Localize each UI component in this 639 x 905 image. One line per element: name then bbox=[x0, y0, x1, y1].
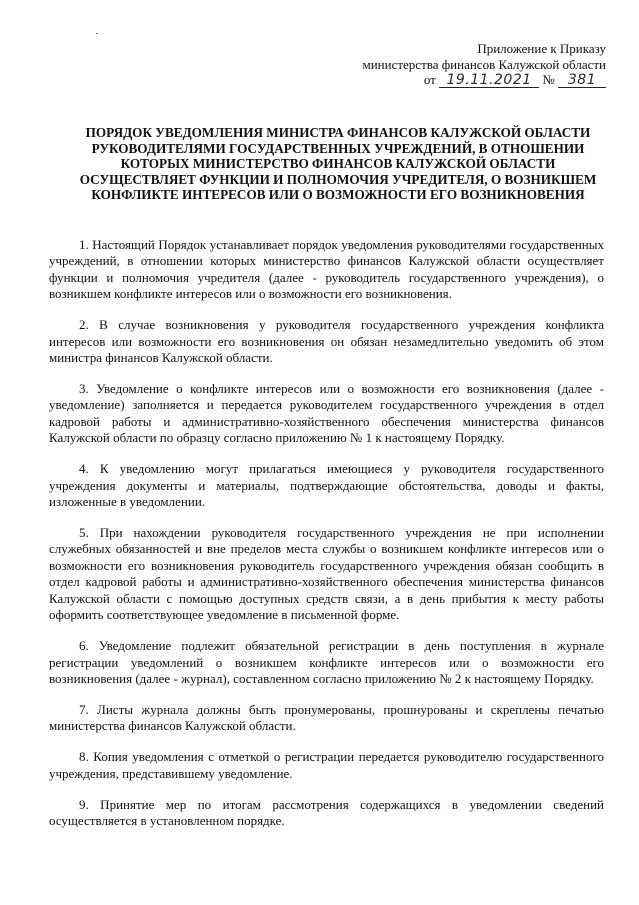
scan-speck bbox=[96, 33, 98, 34]
paragraph-7: 7. Листы журнала должны быть пронумерованы, прошнурованы и скреплены печатью министерства финансов Калужской области. bbox=[49, 701, 604, 734]
appendix-line: Приложение к Приказу bbox=[477, 41, 606, 56]
paragraph-9: 9. Принятие мер по итогам рассмотрения содержащихся в уведомлении сведений осуществляется в установленном порядке. bbox=[49, 796, 604, 829]
paragraph-6: 6. Уведомление подлежит обязательной регистрации в день поступления в журнале регистрации уведомлений о возникшем конфликте интересов или о возможности его возникновения (далее - журнал), составленном согласно приложению № 2 к настоящему Порядку. bbox=[49, 638, 604, 686]
paragraph-2: 2. В случае возникновения у руководителя государственного учреждения конфликта интересов или возможности его возникновения он обязан незамедлительно уведомить об этом министра финансов Калужской области. bbox=[49, 317, 604, 366]
paragraph-4: 4. К уведомлению могут прилагаться имеющиеся у руководителя государственного учреждения документы и материалы, подтверждающие обстоятельства, доводы и факты, изложенные в уведомлении. bbox=[49, 461, 604, 510]
handwritten-date: 19.11.2021 bbox=[439, 73, 539, 88]
paragraph-8: 8. Копия уведомления с отметкой о регистрации передается руководителю государственного учреждения, представившему уведомление. bbox=[49, 749, 604, 781]
document-title: ПОРЯДОК УВЕДОМЛЕНИЯ МИНИСТРА ФИНАНСОВ КАЛУЖСКОЙ ОБЛАСТИ РУКОВОДИТЕЛЯМИ ГОСУДАРСТВЕННЫХ УЧРЕЖДЕНИЙ, В ОТНОШЕНИИ КОТОРЫХ МИНИСТЕРСТВО ФИНАНСОВ КАЛУЖСКОЙ ОБЛАСТИ ОСУЩЕСТВЛЯЕТ ФУНКЦИИ И ПОЛНОМОЧИЯ УЧРЕДИТЕЛЯ, О ВОЗНИКШЕМ КОНФЛИКТЕ ИНТЕРЕСОВ ИЛИ О ВОЗМОЖНОСТИ ЕГО ВОЗНИКНОВЕНИЯ bbox=[79, 125, 597, 203]
handwritten-number: 381 bbox=[558, 73, 606, 88]
ministry-line: министерства финансов Калужской области bbox=[362, 56, 606, 72]
order-date-line bbox=[326, 72, 606, 88]
paragraph-1: 1. Настоящий Порядок устанавливает порядок уведомления руководителями государственных учреждений, в отношении которых министерство финансов Калужской области осуществляет функции и полномочия учредителя (далее - руководитель государственного учреждения), о возникшем конфликте интересов или о возможности его возникновения. bbox=[49, 237, 604, 302]
number-label: № bbox=[542, 72, 555, 87]
from-label: от bbox=[423, 72, 436, 87]
appendix-header bbox=[326, 41, 606, 88]
paragraph-3: 3. Уведомление о конфликте интересов или о возможности его возникновения (далее - уведомление) заполняется и передается руководителем государственного учреждения в отдел кадровой работы и административно-хозяйственного обеспечения министерства финансов Калужской области по образцу согласно приложению № 1 к настоящему Порядку. bbox=[49, 381, 604, 446]
document-body bbox=[49, 237, 604, 844]
paragraph-5: 5. При нахождении руководителя государственного учреждения не при исполнении служебных обязанностей и вне пределов места службы о возникшем конфликте интересов или о возможности его возникновения руководитель государственного учреждения обязан сообщить в отдел кадровой работы и административно-хозяйственного обеспечения министерства финансов Калужской области с помощью доступных средств связи, а в день прибытия к месту работы оформить соответствующее уведомление в письменной форме. bbox=[49, 525, 604, 623]
